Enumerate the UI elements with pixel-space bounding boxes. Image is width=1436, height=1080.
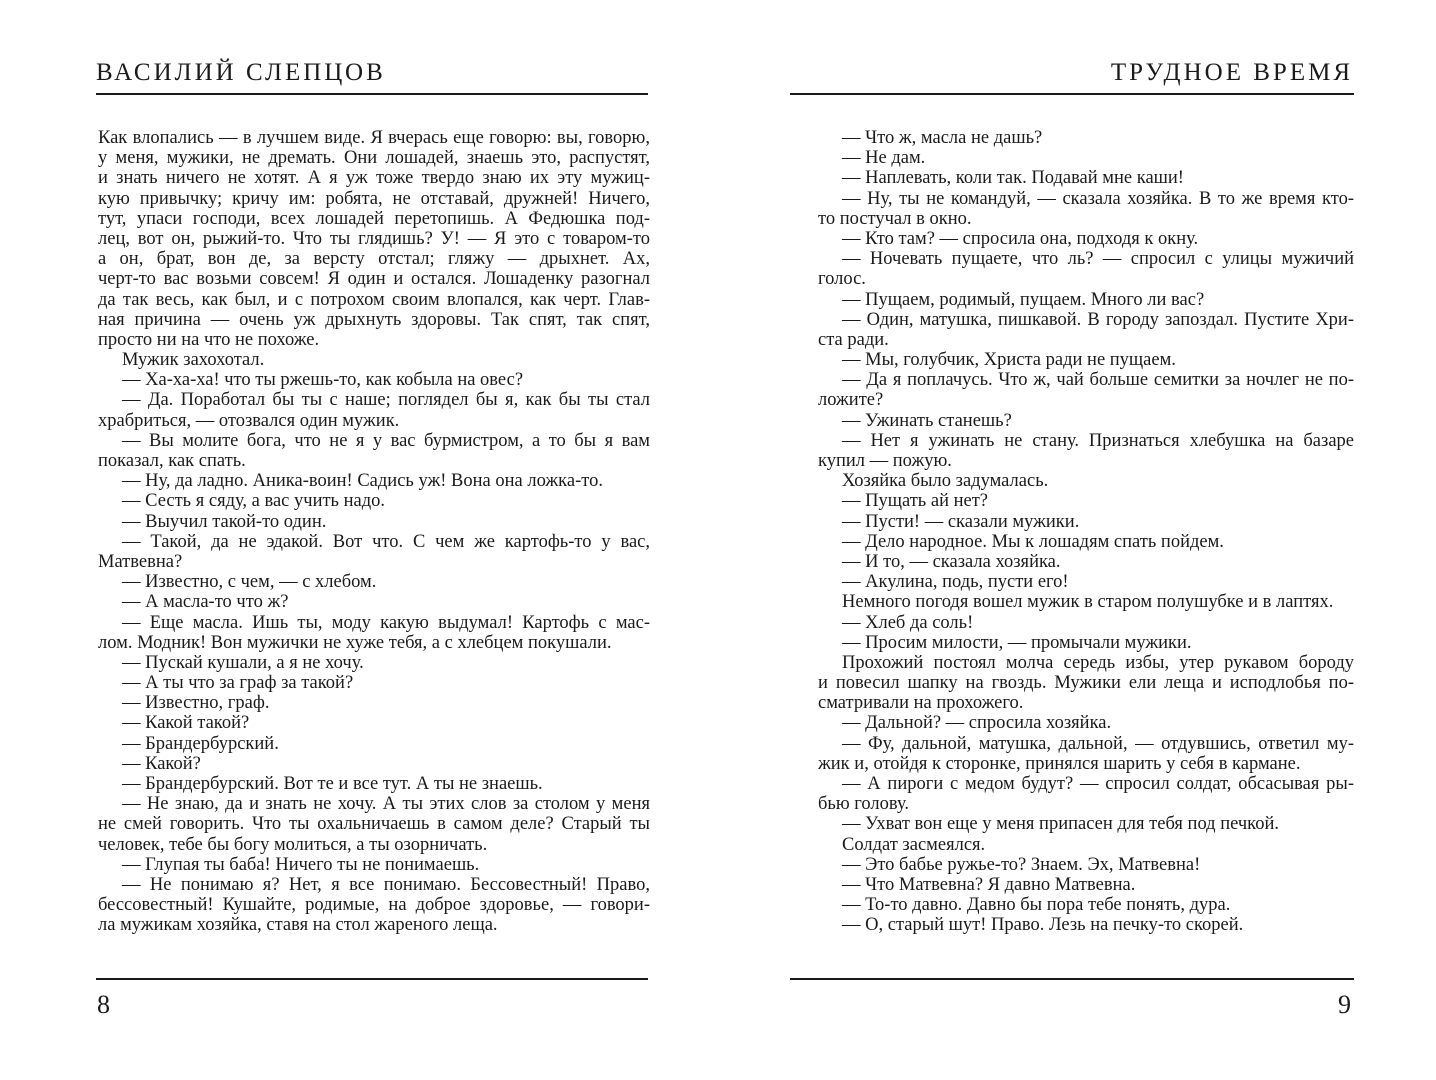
text-line: — Не знаю, да и знать не хочу. А ты этих слов за столом у меня — [122, 794, 650, 815]
text-line: человек, тебе бы богу молиться, а ты озорничать. — [98, 834, 488, 855]
text-line: тут, упаси господи, всех лошадей перетопишь. А Федюшка под- — [98, 208, 650, 229]
text-line: — Не понимаю я? Нет, я все понимаю. Бессовестный! Право, — [122, 874, 650, 895]
text-line: — Вы молите бога, что не я у вас бурмистром, а то бы я вам — [122, 430, 650, 451]
body-text — [818, 128, 1354, 936]
text-line: — Фу, дальной, матушка, дальной, — отдувшись, ответил му- — [842, 733, 1354, 754]
text-line: Мужик захохотал. — [122, 350, 265, 371]
text-line: — Нет я ужинать не стану. Признаться хлебушка на базаре — [842, 430, 1354, 451]
running-head-title: ТРУДНОЕ ВРЕМЯ — [1110, 59, 1353, 86]
text-line: — Пущать ай нет? — [842, 491, 989, 512]
text-line: ложите? — [818, 390, 884, 411]
text-line: Матвевна? — [98, 551, 183, 572]
text-line: Хозяйка было задумалась. — [842, 471, 1049, 492]
text-line: Солдат засмеялся. — [842, 834, 986, 855]
text-line: черт-то вас возьми совсем! Я один и остался. Лошаденку разогнал — [98, 269, 650, 290]
text-line: — Известно, граф. — [122, 693, 270, 714]
text-line: бессовестный! Кушайте, родимые, на доброе здоровье, — говори- — [98, 895, 650, 916]
header-rule — [790, 93, 1354, 95]
footer-rule — [96, 978, 648, 980]
text-line: — Да я поплачусь. Что ж, чай больше семитки за ночлег не по- — [842, 370, 1354, 391]
text-line: — Да. Поработал бы ты с наше; поглядел бы я, как бы ты стал — [122, 390, 650, 411]
text-line: — Мы, голубчик, Христа ради не пущаем. — [842, 350, 1176, 371]
text-line: — Дело народное. Мы к лошадям спать пойдем. — [842, 531, 1224, 552]
text-line: жик и, отойдя к сторонке, принялся шарить у себя в кармане. — [818, 753, 1301, 774]
text-line: — Что ж, масла не дашь? — [842, 128, 1043, 148]
text-line: — Такой, да не эдакой. Вот что. С чем же картофь-то у вас, — [122, 531, 650, 552]
text-line: — Какой? — [122, 753, 201, 774]
text-line: Как влопались — в лучшем виде. Я вчерась еще говорю: вы, говорю, — [98, 128, 650, 148]
text-line: — Брандербурский. — [122, 733, 279, 754]
text-line: — Известно, с чем, — с хлебом. — [122, 572, 377, 593]
text-line: показал, как спать. — [98, 451, 246, 471]
text-line: а он, брат, вон де, за версту отстал; гляжу — дрыхнет. Ах, — [98, 249, 650, 270]
text-line: — Ха-ха-ха! что ты ржешь-то, как кобыла на овес? — [122, 370, 524, 391]
text-line: — Это бабье ружье-то? Знаем. Эх, Матвевна! — [842, 854, 1201, 875]
page-number: 8 — [97, 990, 110, 1019]
text-line: — Что Матвевна? Я давно Матвевна. — [842, 874, 1136, 895]
text-line: лец, вот он, рыжий-то. Что ты глядишь? У! — Я это с товаром-то — [98, 228, 650, 249]
text-line: Прохожий постоял молча середь избы, утер рукавом бороду — [842, 652, 1354, 673]
right-page — [718, 0, 1436, 1080]
text-line: — Просим милости, — промычали мужики. — [842, 632, 1192, 653]
text-line: — Дальной? — спросила хозяйка. — [842, 713, 1112, 734]
text-line: — Ночевать пущаете, что ль? — спросил с улицы мужичий — [842, 249, 1354, 270]
text-line: да так весь, как был, и с потрохом своим влопался, как черт. Глав- — [98, 289, 650, 310]
text-line: — Глупая ты баба! Ничего ты не понимаешь. — [122, 854, 480, 875]
text-line: ста ради. — [818, 329, 889, 350]
text-line: голос. — [818, 269, 866, 290]
text-line: ла мужикам хозяйка, ставя на стол жареного леща. — [98, 915, 498, 936]
text-line: — Сесть я сяду, а вас учить надо. — [122, 491, 386, 512]
text-line: сматривали на прохожего. — [818, 693, 1024, 714]
text-line: — То-то давно. Давно бы пора тебе понять, дура. — [842, 895, 1231, 916]
text-line: кую привычку; кричу им: робята, не отставай, дружней! Ничего, — [98, 188, 650, 209]
text-line: — Ну, ты не командуй, — сказала хозяйка. В то же время кто- — [842, 188, 1354, 209]
text-line: — Один, матушка, пишкавой. В городу запоздал. Пустите Хри- — [842, 309, 1354, 330]
text-line: — Пускай кушали, а я не хочу. — [122, 652, 364, 673]
footer-rule — [790, 978, 1354, 980]
text-line: то постучал в окно. — [818, 208, 972, 229]
text-line: лом. Модник! Вон мужички не хуже тебя, а с хлебцем покушали. — [98, 632, 612, 653]
header-rule — [96, 93, 648, 95]
text-line: и знать ничего не хотят. А я уж тоже твердо знаю их эту мужиц- — [98, 168, 650, 189]
text-line: и повесил шапку на гвоздь. Мужики ели леща и исподлобья по- — [818, 673, 1354, 694]
text-line: — И то, — сказала хозяйка. — [842, 551, 1061, 572]
text-line: — Наплевать, коли так. Подавай мне каши! — [842, 168, 1184, 189]
text-line: храбриться, — отозвался один мужик. — [98, 410, 400, 431]
text-line: — Брандербурский. Вот те и все тут. А ты не знаешь. — [122, 774, 543, 794]
body-text — [98, 128, 650, 936]
page-number: 9 — [1338, 990, 1351, 1019]
text-line: ная причина — очень уж дрыхнуть здоровы. Так спят, так спят, — [98, 309, 650, 330]
text-line: купил — пожую. — [818, 451, 952, 471]
text-line: — Кто там? — спросила она, подходя к окну. — [842, 228, 1199, 249]
running-head-author: ВАСИЛИЙ СЛЕПЦОВ — [96, 59, 386, 86]
text-line: — А пироги с медом будут? — спросил солдат, обсасывая ры- — [842, 774, 1354, 794]
text-line: — Ну, да ладно. Аника-воин! Садись уж! Вона она ложка-то. — [122, 471, 603, 492]
text-line: — А масла-то что ж? — [122, 592, 289, 613]
text-line: — А ты что за граф за такой? — [122, 673, 354, 694]
text-line: — Акулина, подь, пусти его! — [842, 572, 1069, 593]
text-line: — Ужинать станешь? — [842, 410, 1012, 431]
text-line: Немного погодя вошел мужик в старом полушубке и в лаптях. — [842, 592, 1334, 613]
text-line: не смей говорить. Что ты охальничаешь в самом деле? Старый ты — [98, 814, 650, 835]
text-line: — Ухват вон еще у меня припасен для тебя под печкой. — [842, 814, 1279, 835]
text-line: просто ни на что не похоже. — [98, 329, 320, 350]
text-line: — Пусти! — сказали мужики. — [842, 511, 1080, 532]
text-line: — Не дам. — [842, 148, 926, 169]
text-line: — Еще масла. Ишь ты, моду какую выдумал! Картофь с мас- — [122, 612, 650, 633]
text-line: — О, старый шут! Право. Лезь на печку-то скорей. — [842, 915, 1244, 936]
text-line: у меня, мужики, не дремать. Они лошадей, знаешь это, распустят, — [98, 148, 650, 169]
text-line: — Выучил такой-то один. — [122, 511, 327, 532]
text-line: — Какой такой? — [122, 713, 250, 734]
text-line: — Хлеб да соль! — [842, 612, 974, 633]
text-line: бью голову. — [818, 794, 910, 815]
text-line: — Пущаем, родимый, пущаем. Много ли вас? — [842, 289, 1205, 310]
